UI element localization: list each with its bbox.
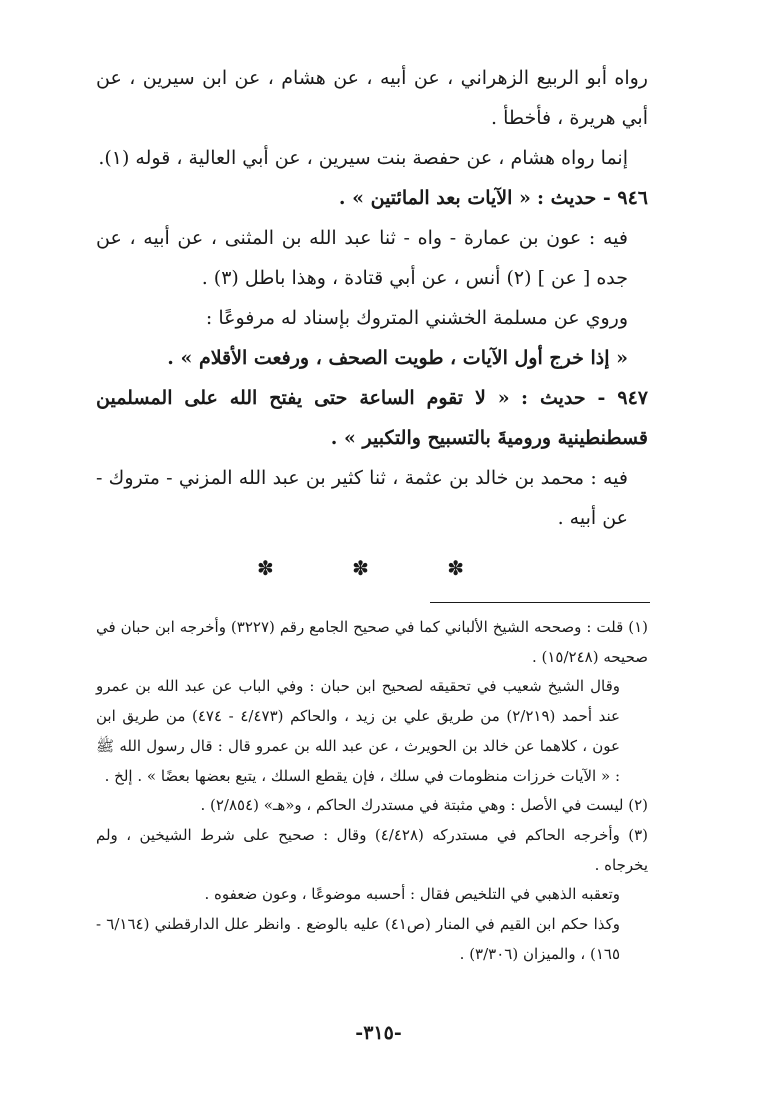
footnote-3-ibn-qayyim: وكذا حكم ابن القيم في المنار (ص٤١) عليه بالوضع . وانظر علل الدارقطني (٦/١٦٤ - ١٦٥) ، والميزان (٣/٣٠٦) . [96,915,620,963]
hadith-947-text: « لا تقوم الساعة حتى يفتح الله على المسلمين قسطنطينية وروميةَ بالتسبيح والتكبير » . [96,387,648,449]
paragraph-isnad-946: فيه : عون بن عمارة - واه - ثنا عبد الله بن المثنى ، عن أبيه ، عن جده [ عن ] (٢) أنس ، عن أبي قتادة ، وهذا باطل (٣) . [96,227,628,289]
page-number: -٣١٥- [355,1022,402,1044]
footnote-2: (٢) ليست في الأصل : وهي مثبتة في مستدرك الحاكم ، و«هـ» (٢/٨٥٤) . [200,796,648,815]
paragraph-narration: رواه أبو الربيع الزهراني ، عن أبيه ، عن هشام ، عن ابن سيرين ، عن أبي هريرة ، فأخطأ . [96,67,648,129]
paragraph-correction: إنما رواه هشام ، عن حفصة بنت سيرين ، عن أبي العالية ، قوله (١). [98,147,628,169]
hadith-946-text: « الآيات بعد المائتين » . [338,187,531,209]
quoted-hadith: « إذا خرج أول الآيات ، طويت الصحف ، ورفعت الأقلام » . [167,347,628,369]
paragraph-isnad-947: فيه : محمد بن خالد بن عثمة ، ثنا كثير بن عبد الله المزني - متروك - عن أبيه . [96,467,628,529]
footnotes [96,613,648,969]
section-separator: ✽ ✽ ✽ [257,556,500,580]
footnote-1: (١) قلت : وصححه الشيخ الألباني كما في صحيح الجامع رقم (٣٢٢٧) وأخرجه ابن حبان في صحيحه (١٥/٢٤٨) . [96,618,648,666]
footnote-1-continued: وقال الشيخ شعيب في تحقيقه لصحيح ابن حبان : وفي الباب عن عبد الله بن عمرو عند أحمد (٢/٢١٩) من طريق علي بن زيد ، والحاكم (٤/٤٧٣ - ٤٧٤) من طريق ابن عون ، كلاهما عن خالد بن الحويرث ، عن عبد الله بن عمرو قال : قال رسول الله ﷺ : « الآيات خرزات منظومات في سلك ، فإن يقطع السلك ، يتبع بعضها بعضًا » . إلخ . [96,677,620,785]
hadith-947-heading: ٩٤٧ - حديث : [521,387,648,409]
hadith-947 [96,378,648,458]
main-text [96,58,648,538]
hadith-946-heading: ٩٤٦ - حديث : [536,187,648,209]
footnote-3-dhahabi: وتعقبه الذهبي في التلخيص فقال : أحسبه موضوعًا ، وعون ضعفوه . [204,885,620,904]
footnote-divider [430,602,650,603]
footnote-3: (٣) وأخرجه الحاكم في مستدركه (٤/٤٢٨) وقال : صحيح على شرط الشيخين ، ولم يخرجاه . [96,825,648,874]
paragraph-marfu: وروي عن مسلمة الخشني المتروك بإسناد له مرفوعًا : [205,307,628,329]
hadith-946 [96,178,648,218]
